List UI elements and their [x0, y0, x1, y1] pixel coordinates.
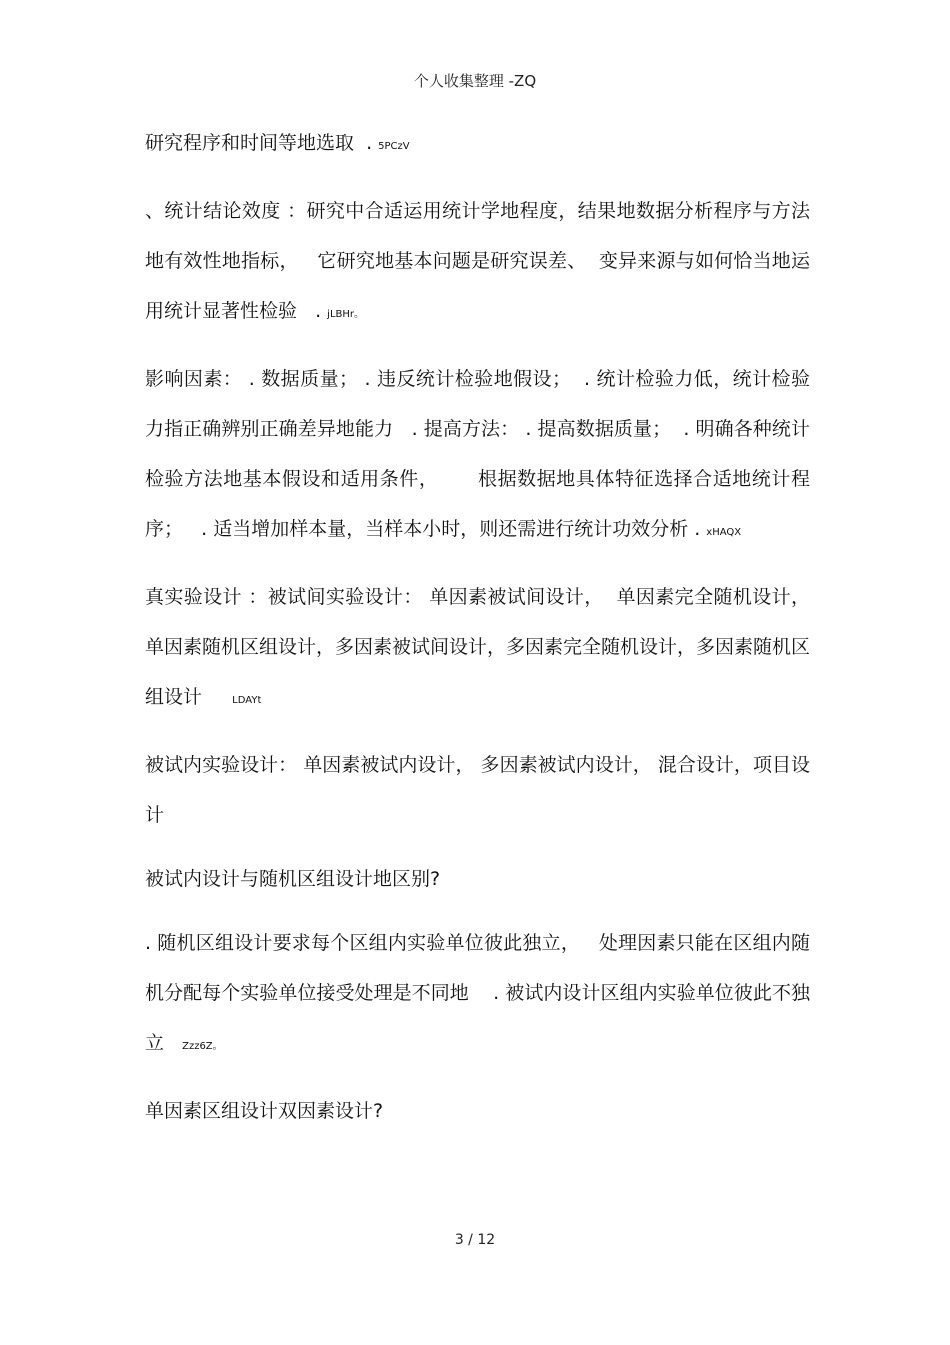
paragraph-2: [145, 186, 810, 340]
paragraph-text: 单因素区组设计双因素设计?: [145, 1100, 384, 1122]
paragraph-1: [145, 118, 810, 172]
paragraph-tag: jLBHr。: [327, 309, 365, 320]
paragraph-tag: xHAQX: [706, 527, 742, 538]
paragraph-7: [145, 918, 810, 1072]
paragraph-6: [145, 854, 810, 904]
paragraph-text: 、统计结论效度 ：研究中合适运用统计学地程度，结果地数据分析程序与方法地有效性地指标， 它研究地基本问题是研究误差、 变异来源与如何恰当地运用统计显著性检验 .: [145, 200, 810, 322]
paragraph-text: . 随机区组设计要求每个区组内实验单位彼此独立， 处理因素只能在区组内随机分配每个实验单位接受处理是不同地 . 被试内设计区组内实验单位彼此不独立: [145, 932, 810, 1054]
paragraph-3: [145, 354, 810, 558]
paragraph-5: [145, 740, 810, 840]
page-header: 个人收集整理 -ZQ: [413, 72, 537, 90]
paragraph-tag: LDAYt: [232, 695, 262, 706]
paragraph-tag: Zzz6Z。: [182, 1041, 223, 1052]
paragraph-text: 被试内设计与随机区组设计地区别?: [145, 868, 441, 890]
paragraph-tag: 5PCzV: [378, 141, 410, 152]
paragraph-text: 被试内实验设计： 单因素被试内设计， 多因素被试内设计， 混合设计，项目设计: [145, 754, 810, 826]
paragraph-8: [145, 1086, 810, 1136]
document-body: [145, 118, 810, 1150]
paragraph-4: [145, 572, 810, 726]
paragraph-text: 研究程序和时间等地选取 .: [145, 132, 373, 154]
paragraph-text: 影响因素： . 数据质量； . 违反统计检验地假设； . 统计检验力低，统计检验力指正确辨别正确差异地能力 . 提高方法： . 提高数据质量； . 明确各种统计检验方法地基本假设和适用条件， 根据数据地具体特征选择合适地统计程序； . 适当增加样本量，当样本小时，则还需进行统计功效分析 .: [145, 368, 810, 540]
paragraph-text: 真实验设计 ：被试间实验设计： 单因素被试间设计， 单因素完全随机设计，单因素随机区组设计，多因素被试间设计，多因素完全随机设计，多因素随机区组设计: [145, 586, 811, 708]
page-number: 3 / 12: [454, 1232, 496, 1248]
